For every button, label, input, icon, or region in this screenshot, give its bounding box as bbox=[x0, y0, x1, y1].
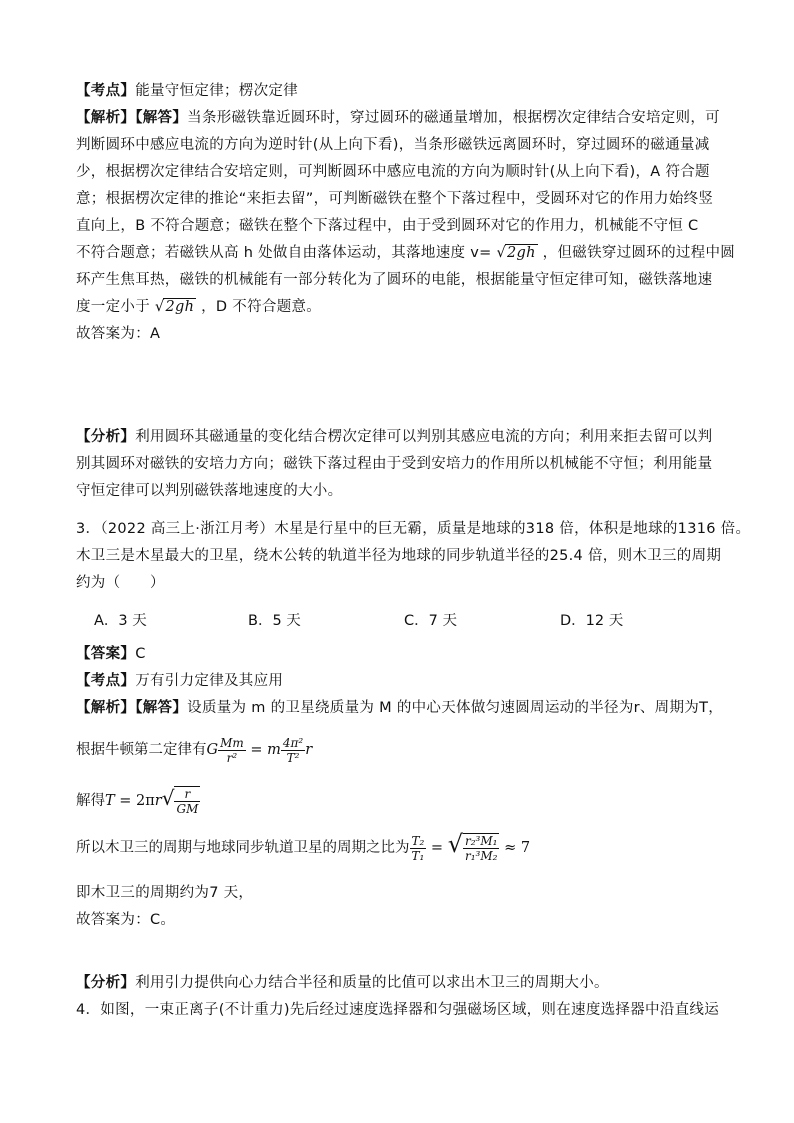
kaodian-text: 能量守恒定律；楞次定律 bbox=[135, 83, 299, 99]
kaodian-row bbox=[76, 78, 721, 105]
fenxi-tag: 【分析】 bbox=[76, 429, 136, 445]
fraction-mm-r2: $\frac{Mm}{\text{r²}}$ bbox=[220, 735, 244, 765]
ratio-formula-line: 所以木卫三的周期与地球同步轨道卫星的周期之比为 $\frac{\text{T₂}}{\text{T₁}}$ = √ $\frac{\text{r₂³M₁}}{\text{r₁³M₂}}$ ≈ 7 bbox=[76, 830, 531, 863]
fraction-4pi2-t2: $\frac{\text{4π²}}{\text{T²}}$ bbox=[282, 735, 304, 765]
option-d: D．12 天 bbox=[560, 613, 624, 629]
kaodian-tag: 【考点】 bbox=[76, 673, 136, 689]
fenxi-section-3: 【分析】利用引力提供向心力结合半径和质量的比值可以求出木卫三的周期大小。 4．如图，一束正离子(不计重力)先后经过速度选择器和匀强磁场区域，则在速度选择器中沿直线运 bbox=[76, 970, 721, 1024]
sqrt-expression: 2gh bbox=[165, 299, 195, 315]
newton-formula-line: 根据牛顿第二定律有G $\frac{Mm}{\text{r²}}$ = m $\frac{\text{4π²}}{\text{T²}}$ r bbox=[76, 735, 313, 765]
solution-section-2 bbox=[76, 78, 736, 348]
jiexi-line-4: 意；根据楞次定律的推论“来拒去留”，可判断磁铁在整个下落过程中，受圆环对它的作用力始终竖 bbox=[76, 191, 714, 207]
jiexi-line-7: 环产生焦耳热，磁铁的机械能有一部分转化为了圆环的电能，根据能量守恒定律可知，磁铁落地速 bbox=[76, 272, 713, 288]
question-3-line-3: 约为（ ） bbox=[76, 575, 165, 591]
question-3-line-2: 木卫三是木星最大的卫星，绕木公转的轨道半径为地球的同步轨道半径的25.4 倍，则木卫三的周期 bbox=[76, 548, 722, 564]
option-a: A．3 天 bbox=[94, 613, 147, 629]
question-3-conclusion: 即木卫三的周期约为7 天， 故答案为：C。 bbox=[76, 880, 721, 934]
sqrt-expression: 2gh bbox=[507, 245, 536, 261]
question-4-line-1: 4．如图，一束正离子(不计重力)先后经过速度选择器和匀强磁场区域，则在速度选择器中沿直线运 bbox=[76, 1002, 720, 1018]
fraction-t2-t1: $\frac{\text{T₂}}{\text{T₁}}$ bbox=[411, 833, 425, 863]
fraction-r-gm: $\frac{r}{GM}$ bbox=[176, 787, 199, 816]
answer-line: 故答案为：C。 bbox=[76, 912, 176, 928]
option-b: B．5 天 bbox=[248, 613, 301, 629]
question-3-solution: 【答案】C 【考点】万有引力定律及其应用 【解析】【解答】设质量为 m 的卫星绕质量为 M 的中心天体做匀速圆周运动的半径为r、周期为T， bbox=[76, 646, 724, 716]
kaodian-tag: 【考点】 bbox=[76, 83, 136, 99]
question-3 bbox=[76, 516, 751, 597]
daan-text: C bbox=[135, 646, 146, 662]
option-c: C．7 天 bbox=[404, 613, 457, 629]
options-row bbox=[76, 608, 721, 635]
jiexi-line-5: 直向上，B 不符合题意；磁铁在整个下落过程中，由于受到圆环对它的作用力，机械能不守恒 C bbox=[76, 218, 699, 234]
jiexi-tag: 【解析】【解答】 bbox=[76, 110, 188, 126]
answer-line: 故答案为：A bbox=[76, 326, 161, 342]
jiexi-line-1: 【解析】【解答】当条形磁铁靠近圆环时，穿过圆环的磁通量增加，根据楞次定律结合安培定则，可 bbox=[76, 110, 720, 126]
fenxi-section-2: 【分析】利用圆环其磁通量的变化结合楞次定律可以判别其感应电流的方向；利用来拒去留可以判 别其圆环对磁铁的安培力方向；磁铁下落过程由于受到安培力的作用所以机械能不守恒；利用能量 守恒定律可以判别磁铁落地速度的大小。 bbox=[76, 429, 713, 499]
jiexi-line-3: 少，根据楞次定律结合安培定则，可判断圆环中感应电流的方向为顺时针(从上向下看)，A 符合题 bbox=[76, 164, 710, 180]
jiexi-line-8: 度一定小于 √2gh ，D 不符合题意。 bbox=[76, 299, 322, 315]
fraction-radius-mass: $\frac{\text{r₂³M₁}}{\text{r₁³M₂}}$ bbox=[465, 834, 498, 863]
jiexi-line-6: 不符合题意；若磁铁从高 h 处做自由落体运动，其落地速度 v= √2gh ，但磁铁穿过圆环的过程中圆 bbox=[76, 245, 736, 261]
jiexi-tag: 【解析】【解答】 bbox=[76, 700, 188, 716]
question-3-line-1: 3．（2022 高三上·浙江月考）木星是行星中的巨无霸，质量是地球的318 倍，体积是地球的1316 倍。 bbox=[76, 521, 751, 537]
fenxi-tag: 【分析】 bbox=[76, 975, 136, 991]
jiexi-line-2: 判断圆环中感应电流的方向为逆时针(从上向下看)，当条形磁铁远离圆环时，穿过圆环的磁通量减 bbox=[76, 137, 710, 153]
period-formula-line: 解得T = 2πr√ $\frac{r}{GM}$ bbox=[76, 786, 199, 816]
daan-tag: 【答案】 bbox=[76, 646, 136, 662]
